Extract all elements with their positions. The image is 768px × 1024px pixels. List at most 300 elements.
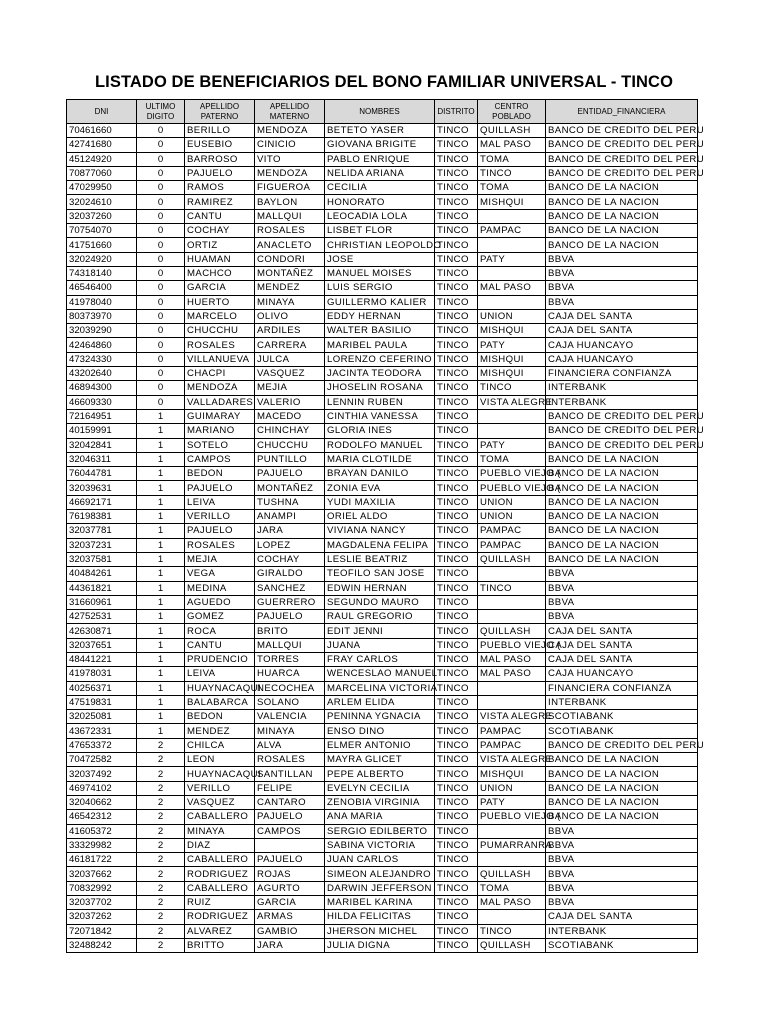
cell-nombres: GLORIA INES [325,424,435,438]
cell-ultimo-digito: 0 [137,338,185,352]
table-row [67,767,698,781]
cell-ultimo-digito: 2 [137,795,185,809]
cell-dni: 32024920 [67,252,137,266]
table-row [67,467,698,481]
cell-apellido-paterno: RAMOS [185,181,255,195]
cell-apellido-paterno: MARCELO [185,309,255,323]
cell-apellido-paterno: PAJUELO [185,481,255,495]
cell-ultimo-digito: 0 [137,238,185,252]
cell-distrito: TINCO [435,552,478,566]
table-row [67,381,698,395]
table-row [67,281,698,295]
cell-entidad-financiera: CAJA DEL SANTA [546,638,698,652]
table-row [67,552,698,566]
cell-nombres: JUANA [325,638,435,652]
cell-dni: 40256371 [67,681,137,695]
header-distrito [435,100,478,124]
cell-distrito: TINCO [435,438,478,452]
cell-apellido-materno: VALERIO [255,395,325,409]
cell-entidad-financiera: BBVA [546,581,698,595]
cell-entidad-financiera: SCOTIABANK [546,724,698,738]
cell-centro-poblado [478,295,546,309]
cell-entidad-financiera: BANCO DE LA NACION [546,767,698,781]
cell-dni: 42752531 [67,610,137,624]
cell-dni: 70472582 [67,753,137,767]
cell-entidad-financiera: CAJA HUANCAYO [546,667,698,681]
header-distrito-label: DISTRITO [437,106,475,116]
cell-nombres: JULIA DIGNA [325,938,435,952]
cell-ultimo-digito: 0 [137,195,185,209]
cell-dni: 46974102 [67,781,137,795]
cell-dni: 70461660 [67,124,137,138]
cell-distrito: TINCO [435,724,478,738]
cell-ultimo-digito: 2 [137,924,185,938]
cell-entidad-financiera: BANCO DE LA NACION [546,524,698,538]
cell-dni: 32040662 [67,795,137,809]
cell-apellido-materno: FELIPE [255,781,325,795]
cell-centro-poblado: TOMA [478,152,546,166]
cell-centro-poblado [478,238,546,252]
cell-ultimo-digito: 0 [137,166,185,180]
cell-distrito: TINCO [435,781,478,795]
cell-distrito: TINCO [435,481,478,495]
cell-apellido-paterno: CHUCCHU [185,324,255,338]
cell-dni: 32025081 [67,710,137,724]
cell-nombres: ELMER ANTONIO [325,738,435,752]
cell-distrito: TINCO [435,910,478,924]
cell-entidad-financiera: INTERBANK [546,924,698,938]
header-apellido-paterno-line1: APELLIDO [199,101,240,111]
cell-dni: 47653372 [67,738,137,752]
cell-nombres: ZONIA EVA [325,481,435,495]
cell-distrito: TINCO [435,281,478,295]
cell-ultimo-digito: 0 [137,395,185,409]
cell-entidad-financiera: BANCO DE LA NACION [546,452,698,466]
table-row [67,781,698,795]
cell-ultimo-digito: 1 [137,438,185,452]
table-row [67,209,698,223]
cell-entidad-financiera: BBVA [546,853,698,867]
cell-nombres: NELIDA ARIANA [325,166,435,180]
table-row [67,424,698,438]
table-row [67,567,698,581]
cell-apellido-materno: CINICIO [255,138,325,152]
cell-distrito: TINCO [435,853,478,867]
cell-entidad-financiera: CAJA DEL SANTA [546,652,698,666]
cell-distrito: TINCO [435,352,478,366]
cell-centro-poblado: MISHQUI [478,195,546,209]
cell-ultimo-digito: 2 [137,824,185,838]
cell-apellido-paterno: MACHCO [185,266,255,280]
cell-apellido-paterno: VILLANUEVA [185,352,255,366]
cell-ultimo-digito: 0 [137,381,185,395]
cell-ultimo-digito: 0 [137,181,185,195]
cell-distrito: TINCO [435,624,478,638]
cell-nombres: MARCELINA VICTORIA [325,681,435,695]
cell-apellido-paterno: DIAZ [185,838,255,852]
table-row [67,538,698,552]
cell-apellido-materno: MENDOZA [255,166,325,180]
cell-entidad-financiera: BANCO DE LA NACION [546,538,698,552]
cell-distrito: TINCO [435,824,478,838]
cell-distrito: TINCO [435,610,478,624]
cell-ultimo-digito: 2 [137,810,185,824]
cell-distrito: TINCO [435,452,478,466]
cell-centro-poblado [478,567,546,581]
table-row [67,510,698,524]
cell-centro-poblado [478,853,546,867]
cell-distrito: TINCO [435,838,478,852]
cell-distrito: TINCO [435,238,478,252]
cell-apellido-paterno: PRUDENCIO [185,652,255,666]
cell-apellido-materno: PAJUELO [255,810,325,824]
cell-distrito: TINCO [435,409,478,423]
cell-entidad-financiera: BBVA [546,567,698,581]
cell-entidad-financiera: BANCO DE LA NACION [546,209,698,223]
cell-centro-poblado: MAL PASO [478,652,546,666]
cell-dni: 74318140 [67,266,137,280]
cell-centro-poblado: QUILLASH [478,124,546,138]
cell-apellido-paterno: ROCA [185,624,255,638]
cell-apellido-materno: MENDEZ [255,281,325,295]
cell-apellido-materno: SANCHEZ [255,581,325,595]
cell-apellido-paterno: BALABARCA [185,695,255,709]
cell-ultimo-digito: 0 [137,295,185,309]
cell-distrito: TINCO [435,166,478,180]
cell-centro-poblado: TOMA [478,181,546,195]
cell-apellido-paterno: CANTU [185,638,255,652]
table-row [67,581,698,595]
cell-distrito: TINCO [435,710,478,724]
cell-ultimo-digito: 1 [137,624,185,638]
cell-nombres: LENNIN RUBEN [325,395,435,409]
table-row [67,910,698,924]
cell-dni: 46542312 [67,810,137,824]
table-row [67,324,698,338]
cell-dni: 46181722 [67,853,137,867]
cell-apellido-materno: FIGUEROA [255,181,325,195]
cell-dni: 32037581 [67,552,137,566]
cell-nombres: JUAN CARLOS [325,853,435,867]
cell-dni: 32037702 [67,896,137,910]
cell-apellido-materno [255,838,325,852]
table-row [67,595,698,609]
header-apellido-paterno [185,100,255,124]
cell-ultimo-digito: 1 [137,510,185,524]
table-row [67,338,698,352]
cell-apellido-materno: MEJIA [255,381,325,395]
cell-centro-poblado: MAL PASO [478,281,546,295]
cell-nombres: EDWIN HERNAN [325,581,435,595]
cell-ultimo-digito: 2 [137,881,185,895]
cell-apellido-materno: CANTARO [255,795,325,809]
cell-dni: 32037262 [67,910,137,924]
cell-centro-poblado [478,610,546,624]
header-ultimo-digito [137,100,185,124]
cell-distrito: TINCO [435,224,478,238]
cell-entidad-financiera: BANCO DE LA NACION [546,481,698,495]
cell-entidad-financiera: BBVA [546,266,698,280]
table-row [67,938,698,952]
cell-nombres: MAGDALENA FELIPA [325,538,435,552]
cell-apellido-materno: HUARCA [255,667,325,681]
cell-dni: 47519831 [67,695,137,709]
cell-entidad-financiera: BANCO DE CREDITO DEL PERU [546,138,698,152]
cell-nombres: BRAYAN DANILO [325,467,435,481]
cell-dni: 70754070 [67,224,137,238]
cell-centro-poblado: PATY [478,438,546,452]
cell-entidad-financiera: BANCO DE CREDITO DEL PERU [546,738,698,752]
cell-apellido-paterno: GUIMARAY [185,409,255,423]
cell-ultimo-digito: 1 [137,495,185,509]
cell-centro-poblado: PUEBLO VIEJO ( [478,638,546,652]
cell-apellido-paterno: GOMEZ [185,610,255,624]
table-row [67,924,698,938]
cell-apellido-paterno: CABALLERO [185,853,255,867]
cell-ultimo-digito: 1 [137,524,185,538]
cell-apellido-materno: ROSALES [255,224,325,238]
cell-dni: 47324330 [67,352,137,366]
cell-nombres: YUDI MAXILIA [325,495,435,509]
cell-dni: 42630871 [67,624,137,638]
cell-apellido-materno: VALENCIA [255,710,325,724]
cell-nombres: GIOVANA BRIGITE [325,138,435,152]
table-row [67,724,698,738]
cell-dni: 41978031 [67,667,137,681]
cell-ultimo-digito: 2 [137,867,185,881]
cell-apellido-paterno: GARCIA [185,281,255,295]
cell-apellido-paterno: CHILCA [185,738,255,752]
cell-centro-poblado: TOMA [478,881,546,895]
cell-apellido-paterno: BERILLO [185,124,255,138]
table-row [67,667,698,681]
cell-distrito: TINCO [435,695,478,709]
cell-entidad-financiera: BANCO DE LA NACION [546,495,698,509]
table-row [67,652,698,666]
cell-nombres: JOSE [325,252,435,266]
cell-dni: 40159991 [67,424,137,438]
cell-distrito: TINCO [435,195,478,209]
header-centro-poblado-line2: POBLADO [492,111,531,121]
cell-entidad-financiera: INTERBANK [546,381,698,395]
cell-apellido-paterno: BEDON [185,467,255,481]
cell-dni: 32042841 [67,438,137,452]
cell-distrito: TINCO [435,138,478,152]
page-title: LISTADO DE BENEFICIARIOS DEL BONO FAMILIAR UNIVERSAL - TINCO [94,73,674,91]
cell-distrito: TINCO [435,638,478,652]
cell-distrito: TINCO [435,324,478,338]
cell-apellido-paterno: HUAMAN [185,252,255,266]
cell-entidad-financiera: BBVA [546,281,698,295]
cell-apellido-materno: VASQUEZ [255,367,325,381]
cell-apellido-materno: ALVA [255,738,325,752]
cell-nombres: WALTER BASILIO [325,324,435,338]
cell-dni: 33329982 [67,838,137,852]
cell-nombres: SABINA VICTORIA [325,838,435,852]
cell-apellido-materno: ARDILES [255,324,325,338]
cell-apellido-paterno: HUAYNACAQUI [185,767,255,781]
cell-apellido-paterno: COCHAY [185,224,255,238]
cell-centro-poblado: QUILLASH [478,552,546,566]
cell-ultimo-digito: 1 [137,409,185,423]
cell-distrito: TINCO [435,152,478,166]
cell-dni: 45124920 [67,152,137,166]
cell-dni: 32488242 [67,938,137,952]
cell-entidad-financiera: BANCO DE LA NACION [546,467,698,481]
cell-ultimo-digito: 1 [137,424,185,438]
cell-distrito: TINCO [435,738,478,752]
cell-ultimo-digito: 0 [137,324,185,338]
cell-entidad-financiera: BANCO DE LA NACION [546,510,698,524]
table-row [67,481,698,495]
cell-entidad-financiera: BBVA [546,881,698,895]
cell-entidad-financiera: BANCO DE LA NACION [546,810,698,824]
cell-centro-poblado: PATY [478,338,546,352]
table-row [67,610,698,624]
cell-apellido-paterno: CABALLERO [185,881,255,895]
cell-nombres: EVELYN CECILIA [325,781,435,795]
cell-ultimo-digito: 2 [137,767,185,781]
cell-centro-poblado: UNION [478,309,546,323]
cell-entidad-financiera: BANCO DE LA NACION [546,753,698,767]
cell-centro-poblado: QUILLASH [478,867,546,881]
cell-entidad-financiera: SCOTIABANK [546,710,698,724]
cell-apellido-paterno: ROSALES [185,538,255,552]
cell-distrito: TINCO [435,395,478,409]
cell-centro-poblado: QUILLASH [478,938,546,952]
cell-apellido-materno: OLIVO [255,309,325,323]
cell-apellido-materno: MONTAÑEZ [255,481,325,495]
table-row [67,152,698,166]
cell-centro-poblado: VISTA ALEGRE [478,710,546,724]
cell-entidad-financiera: CAJA HUANCAYO [546,352,698,366]
cell-dni: 72164951 [67,409,137,423]
table-row [67,524,698,538]
cell-distrito: TINCO [435,510,478,524]
table-row [67,753,698,767]
cell-apellido-paterno: RODRIGUEZ [185,867,255,881]
cell-apellido-materno: MACEDO [255,409,325,423]
cell-centro-poblado [478,595,546,609]
cell-entidad-financiera: BANCO DE LA NACION [546,195,698,209]
cell-distrito: TINCO [435,295,478,309]
cell-ultimo-digito: 1 [137,581,185,595]
cell-entidad-financiera: BANCO DE LA NACION [546,795,698,809]
cell-apellido-materno: PUNTILLO [255,452,325,466]
cell-distrito: TINCO [435,896,478,910]
table-row [67,195,698,209]
cell-dni: 32037260 [67,209,137,223]
cell-nombres: CECILIA [325,181,435,195]
cell-apellido-materno: MINAYA [255,295,325,309]
cell-ultimo-digito: 0 [137,266,185,280]
cell-entidad-financiera: CAJA DEL SANTA [546,910,698,924]
cell-apellido-materno: MENDOZA [255,124,325,138]
cell-apellido-paterno: CABALLERO [185,810,255,824]
cell-entidad-financiera: BBVA [546,252,698,266]
cell-dni: 32037651 [67,638,137,652]
cell-nombres: DARWIN JEFFERSON [325,881,435,895]
cell-apellido-materno: PAJUELO [255,853,325,867]
cell-nombres: LESLIE BEATRIZ [325,552,435,566]
cell-entidad-financiera: BBVA [546,595,698,609]
cell-distrito: TINCO [435,524,478,538]
table-header [67,100,698,124]
cell-ultimo-digito: 1 [137,538,185,552]
cell-entidad-financiera: BANCO DE CREDITO DEL PERU [546,124,698,138]
header-apellido-paterno-line2: PATERNO [200,111,239,121]
cell-apellido-materno: CARRERA [255,338,325,352]
cell-apellido-materno: MONTAÑEZ [255,266,325,280]
cell-distrito: TINCO [435,652,478,666]
cell-apellido-materno: SANTILLAN [255,767,325,781]
cell-apellido-paterno: MENDOZA [185,381,255,395]
table-row [67,395,698,409]
cell-apellido-paterno: SOTELO [185,438,255,452]
cell-centro-poblado: VISTA ALEGRE [478,395,546,409]
cell-distrito: TINCO [435,381,478,395]
cell-ultimo-digito: 1 [137,567,185,581]
cell-centro-poblado: UNION [478,495,546,509]
table-row [67,438,698,452]
cell-dni: 76044781 [67,467,137,481]
table-row [67,252,698,266]
cell-distrito: TINCO [435,753,478,767]
cell-centro-poblado [478,209,546,223]
cell-apellido-materno: JARA [255,524,325,538]
cell-nombres: LUIS SERGIO [325,281,435,295]
cell-distrito: TINCO [435,795,478,809]
cell-nombres: MANUEL MOISES [325,266,435,280]
cell-apellido-materno: TUSHNA [255,495,325,509]
cell-centro-poblado: MISHQUI [478,367,546,381]
cell-dni: 70832992 [67,881,137,895]
cell-dni: 43202640 [67,367,137,381]
cell-entidad-financiera: BBVA [546,896,698,910]
cell-ultimo-digito: 2 [137,753,185,767]
cell-nombres: JACINTA TEODORA [325,367,435,381]
cell-centro-poblado: PAMPAC [478,538,546,552]
cell-nombres: MARIBEL PAULA [325,338,435,352]
cell-apellido-paterno: BRITTO [185,938,255,952]
cell-centro-poblado: PUEBLO VIEJO ( [478,467,546,481]
cell-centro-poblado [478,681,546,695]
cell-dni: 32037662 [67,867,137,881]
cell-apellido-paterno: MINAYA [185,824,255,838]
table-row [67,452,698,466]
cell-apellido-paterno: ORTIZ [185,238,255,252]
cell-entidad-financiera: BANCO DE CREDITO DEL PERU [546,409,698,423]
cell-apellido-paterno: BEDON [185,710,255,724]
table-row [67,224,698,238]
table-row [67,810,698,824]
beneficiaries-table [66,99,705,953]
cell-apellido-paterno: LEON [185,753,255,767]
cell-nombres: ANA MARIA [325,810,435,824]
cell-distrito: TINCO [435,595,478,609]
table-body [67,124,705,953]
header-nombres-label: NOMBRES [359,106,400,116]
table-row [67,295,698,309]
cell-apellido-paterno: BARROSO [185,152,255,166]
cell-apellido-materno: GIRALDO [255,567,325,581]
table-row [67,695,698,709]
cell-apellido-paterno: RUIZ [185,896,255,910]
cell-apellido-materno: MALLQUI [255,638,325,652]
table-row [67,166,698,180]
cell-ultimo-digito: 1 [137,595,185,609]
cell-nombres: ENSO DINO [325,724,435,738]
